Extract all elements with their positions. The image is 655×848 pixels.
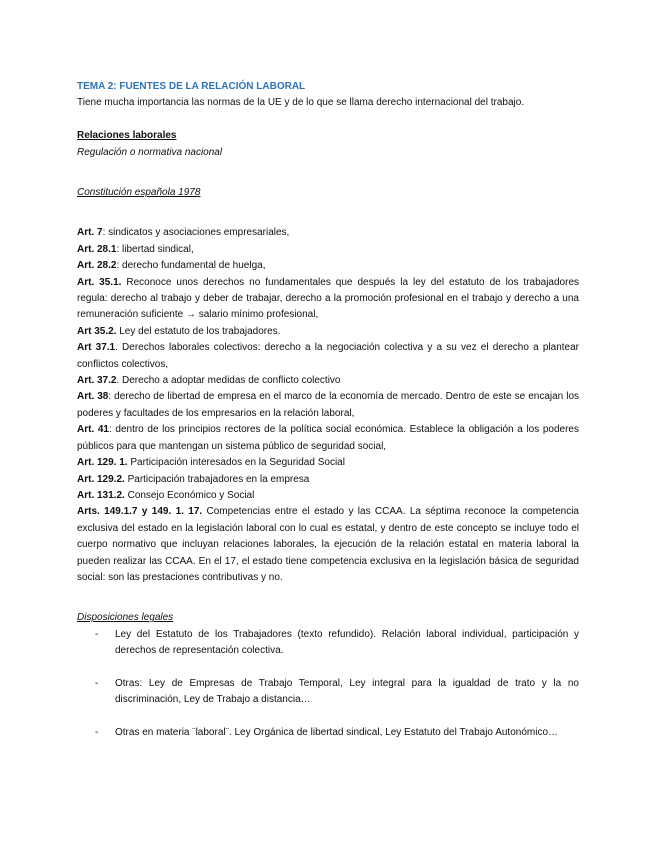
article-ref: Art. 28.1 bbox=[77, 243, 117, 255]
article-item bbox=[77, 242, 579, 258]
article-ref: Art. 41 bbox=[77, 424, 109, 436]
article-ref: Art 37.1 bbox=[77, 342, 116, 354]
section-heading-disposiciones: Disposiciones legales bbox=[77, 612, 174, 624]
article-item bbox=[77, 225, 579, 241]
article-item bbox=[77, 488, 579, 504]
dash-bullet: - bbox=[95, 628, 99, 640]
article-ref: Art. 129. 1. bbox=[77, 457, 128, 469]
disposiciones-list bbox=[77, 627, 579, 742]
list-item bbox=[77, 676, 579, 709]
article-ref: Art 35.2. bbox=[77, 325, 117, 337]
article-text: : libertad sindical, bbox=[116, 243, 194, 255]
dash-bullet: - bbox=[95, 677, 99, 689]
article-ref: Art. 35.1. bbox=[77, 276, 122, 288]
list-item-text: Ley del Estatuto de los Trabajadores (texto refundido). Relación laboral individual, participación y derechos de representación colectiva. bbox=[115, 628, 579, 657]
article-ref: Art. 7 bbox=[77, 227, 103, 239]
article-item bbox=[77, 340, 579, 373]
article-text: Ley del estatuto de los trabajadores. bbox=[116, 325, 281, 337]
document-title: TEMA 2: FUENTES DE LA RELACIÓN LABORAL bbox=[77, 81, 306, 92]
article-text: . Derecho a adoptar medidas de conflicto colectivo bbox=[116, 375, 341, 387]
article-ref: Art. 129.2. bbox=[77, 473, 125, 485]
list-item bbox=[77, 725, 579, 741]
intro-paragraph: Tiene mucha importancia las normas de la UE y de lo que se llama derecho internacional del trabajo. bbox=[77, 97, 525, 109]
article-text: Reconoce unos derechos no fundamentales que después la ley del estatuto de los trabajadores regula: derecho al trabajo y deber de trabajar, derecho a la promoción profesional en el trabajo y derecho a una remuneración suficiente → salario mínimo profesional, bbox=[77, 276, 580, 321]
section-heading-constitucion: Constitución española 1978 bbox=[77, 187, 201, 199]
article-item bbox=[77, 258, 579, 274]
article-ref: Art. 38 bbox=[77, 391, 109, 403]
article-text: : derecho fundamental de huelga, bbox=[116, 260, 266, 272]
article-ref: Arts. 149.1.7 y 149. 1. 17. bbox=[77, 506, 203, 518]
article-item bbox=[77, 373, 579, 389]
article-item bbox=[77, 455, 579, 471]
article-item bbox=[77, 389, 579, 422]
list-item-text: Otras en materia ¨laboral¨. Ley Orgánica de libertad sindical, Ley Estatuto del Trabajo Autonómico… bbox=[115, 727, 559, 739]
article-item bbox=[77, 275, 579, 324]
constitution-articles bbox=[77, 225, 579, 586]
article-item bbox=[77, 324, 579, 340]
article-text: : derecho de libertad de empresa en el marco de la economía de mercado. Dentro de este se encajan los poderes y facultades de los empresarios en la relación laboral, bbox=[77, 391, 580, 419]
article-item bbox=[77, 422, 579, 455]
article-ref: Art. 131.2. bbox=[77, 489, 125, 501]
article-text: : dentro de los principios rectores de la política social económica. Establece la obligación a los poderes públicos para que mantengan un sistema público de seguridad social, bbox=[77, 424, 579, 452]
article-text: . Derechos laborales colectivos: derecho a la negociación colectiva y a su vez el derecho a plantear conflictos colectivos, bbox=[77, 342, 579, 370]
list-item bbox=[77, 627, 579, 660]
article-ref: Art. 28.2 bbox=[77, 260, 117, 272]
article-text: Participación interesados en la Seguridad Social bbox=[127, 457, 345, 469]
article-text: Competencias entre el estado y las CCAA. La séptima reconoce la competencia exclusiva del estado en la legislación laboral con lo cual es estatal, y dentro de este concepto se incluye todo el cuerpo normativo que incluyan relaciones laborales, la ejecución de la relación estatal en materia laboral la pueden realizar las CCAA. En el 17, el estado tiene competencia exclusiva en la legislación básica de seguridad social: son las prestaciones contributivas y no. bbox=[77, 506, 579, 583]
document-body bbox=[77, 79, 579, 742]
article-text: : sindicatos y asociaciones empresariales, bbox=[102, 227, 290, 239]
section-subheading: Regulación o normativa nacional bbox=[77, 146, 223, 158]
article-item bbox=[77, 504, 579, 586]
article-ref: Art. 37.2 bbox=[77, 375, 117, 387]
list-item-text: Otras: Ley de Empresas de Trabajo Temporal, Ley integral para la igualdad de trato y la no discriminación, Ley de Trabajo a distancia… bbox=[115, 677, 579, 706]
article-item bbox=[77, 472, 579, 488]
article-text: Consejo Económico y Social bbox=[124, 489, 255, 501]
section-heading-relaciones: Relaciones laborales bbox=[77, 130, 177, 142]
article-text: Participación trabajadores en la empresa bbox=[124, 473, 310, 485]
dash-bullet: - bbox=[95, 727, 99, 739]
